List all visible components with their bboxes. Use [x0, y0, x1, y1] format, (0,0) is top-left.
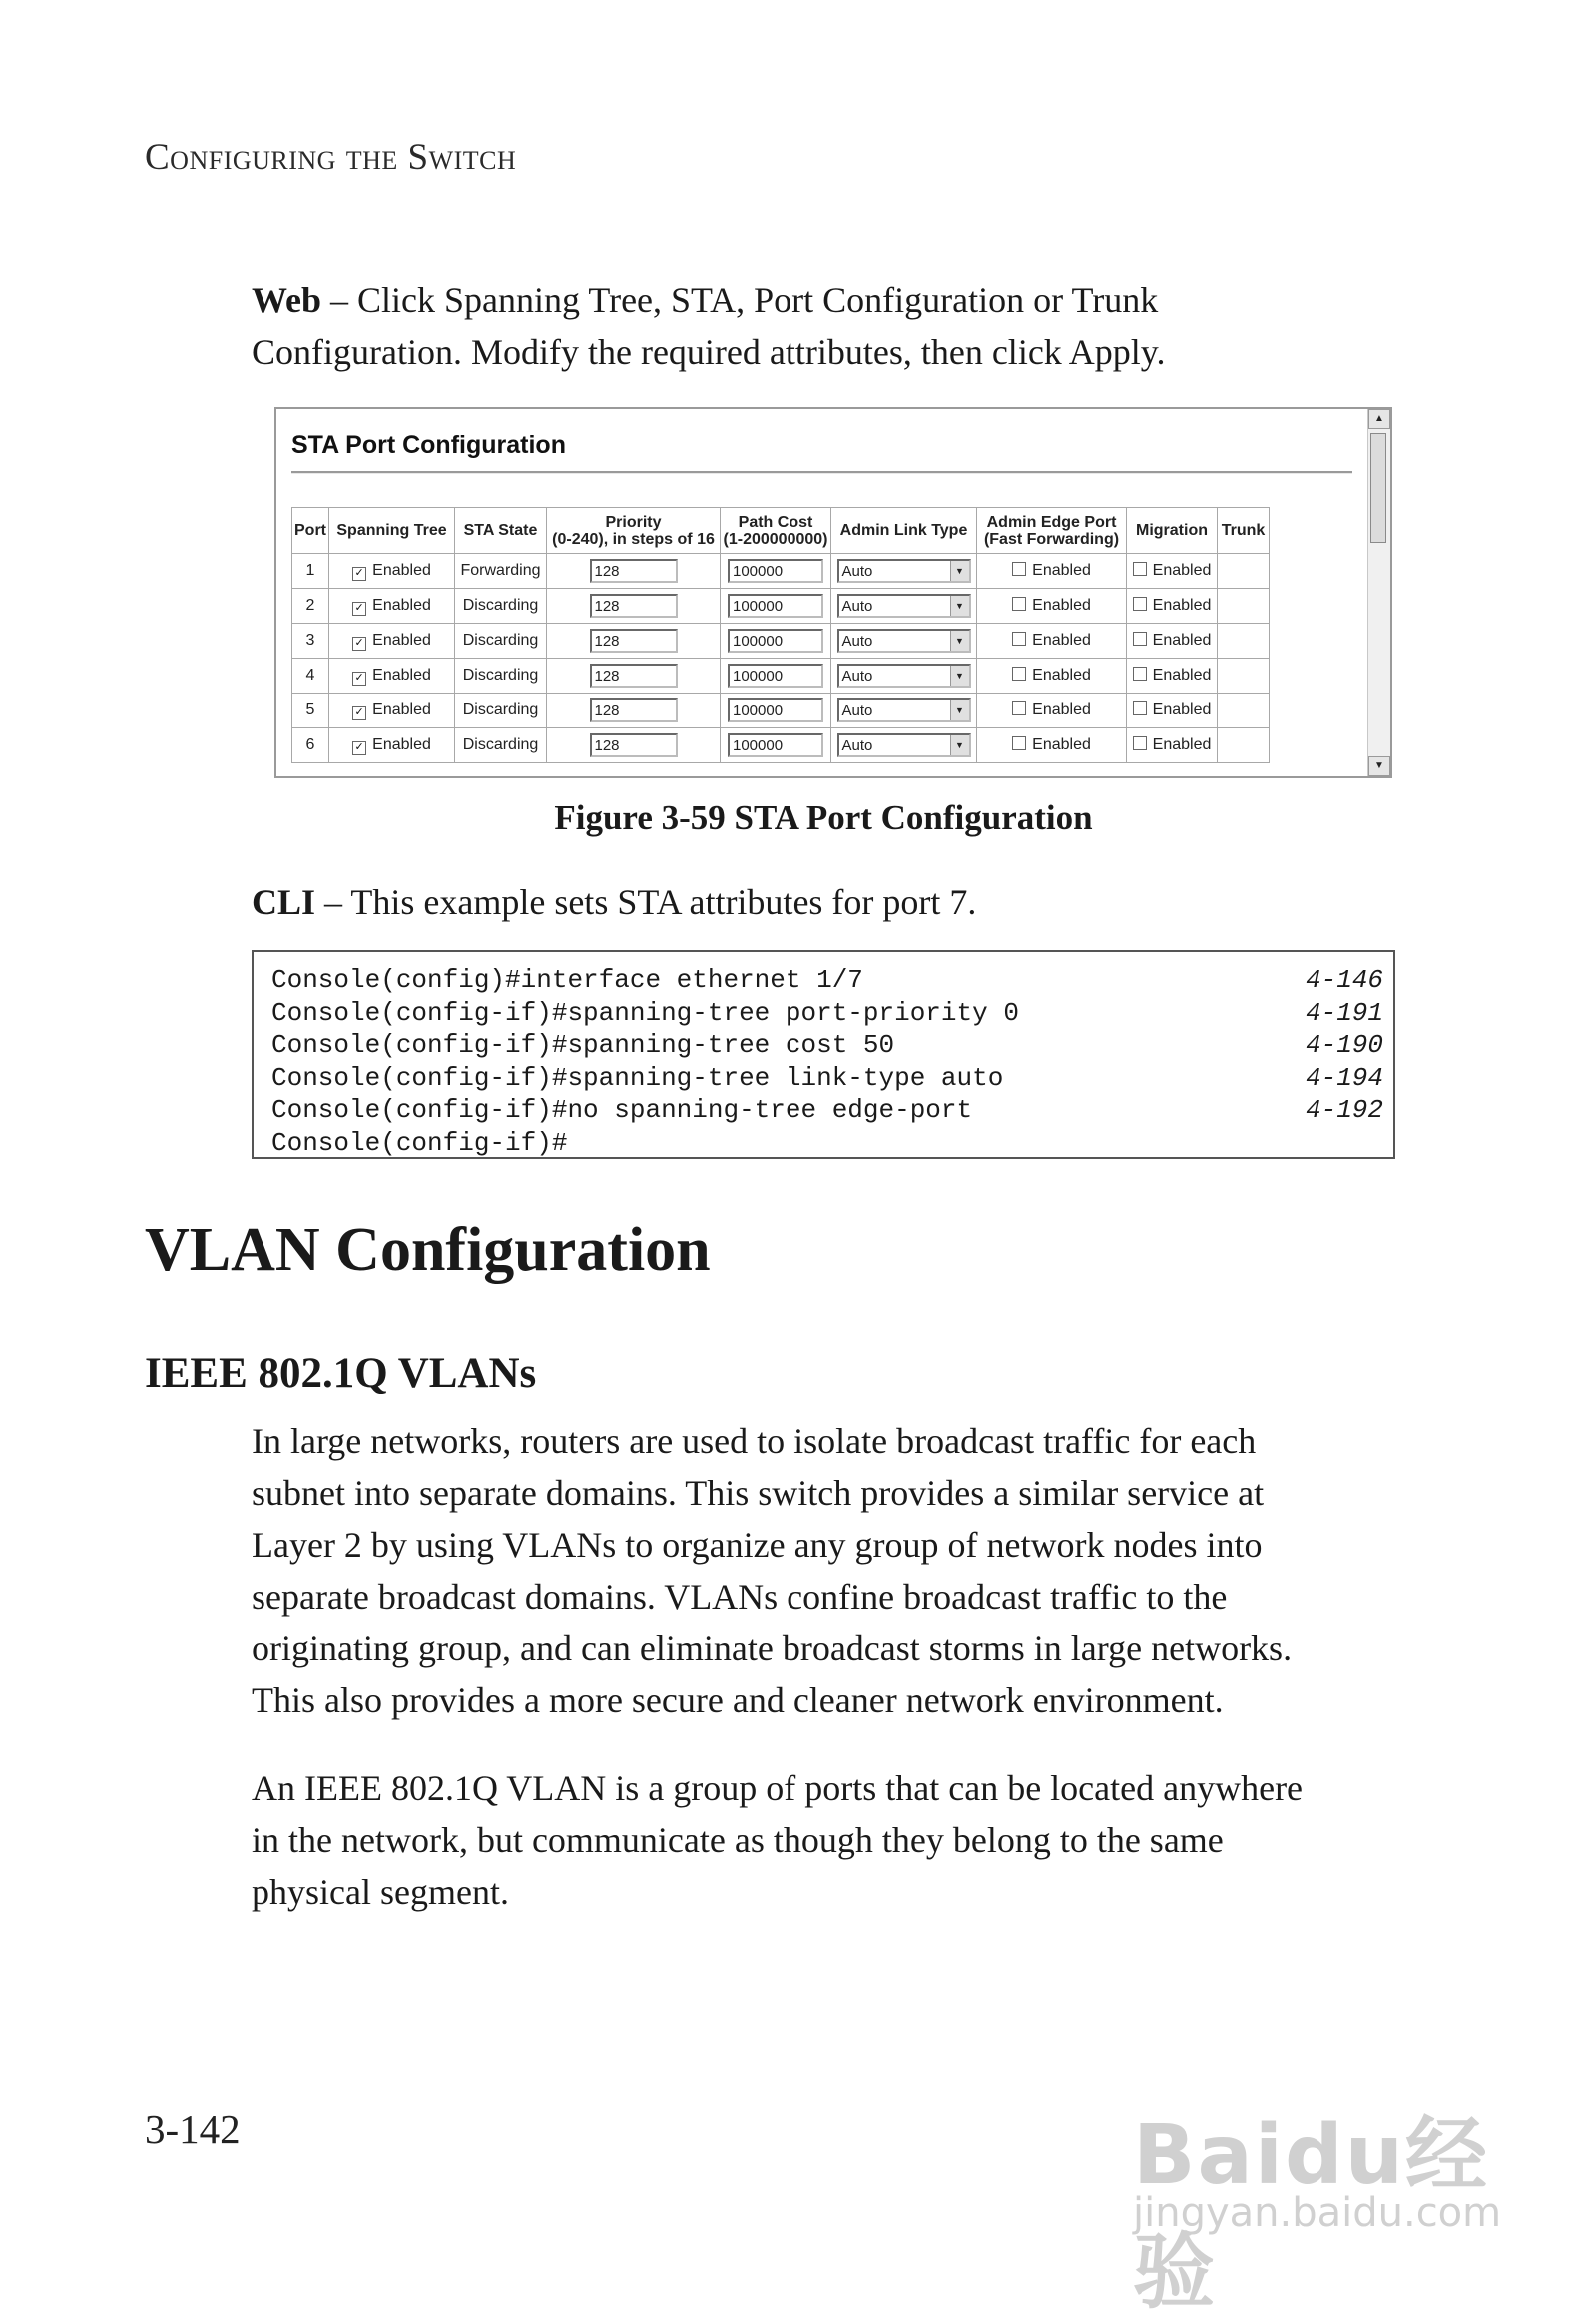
running-header: Configuring the Switch: [145, 137, 517, 178]
sta-port-table: [291, 507, 1270, 763]
edge-port-cell[interactable]: [977, 589, 1127, 624]
watermark-logo: Baidu经验: [1133, 2108, 1490, 2320]
paragraph-line: separate broadcast domains. VLANs confine broadcast traffic to the: [252, 1577, 1228, 1617]
path-cost-cell: [721, 589, 831, 624]
checkbox-unchecked-icon[interactable]: [1012, 736, 1026, 750]
link-type-cell: [831, 624, 977, 659]
cli-page-reference: 4-146: [1305, 965, 1383, 995]
migration-cell[interactable]: [1127, 589, 1218, 624]
spanning-tree-label: Enabled: [372, 631, 431, 649]
cli-page-reference: 4-194: [1305, 1062, 1383, 1093]
cli-command-line: Console(config-if)#spanning-tree port-priority 0: [271, 997, 1019, 1028]
link-type-value: Auto: [841, 737, 873, 754]
chevron-down-icon[interactable]: ▼: [950, 735, 969, 755]
paragraph-line: originating group, and can eliminate broadcast storms in large networks.: [252, 1628, 1293, 1668]
link-type-value: Auto: [841, 668, 873, 685]
sta-state-cell: Discarding: [455, 659, 547, 694]
priority-input[interactable]: 128: [590, 698, 678, 722]
trunk-cell: [1218, 554, 1270, 589]
migration-label: Enabled: [1152, 597, 1212, 614]
checkbox-unchecked-icon[interactable]: [1012, 701, 1026, 715]
link-type-cell: [831, 554, 977, 589]
port-cell: 3: [292, 624, 329, 659]
cli-command-line: Console(config)#interface ethernet 1/7: [271, 965, 863, 995]
chevron-down-icon[interactable]: ▼: [950, 631, 969, 651]
checkbox-unchecked-icon[interactable]: [1133, 667, 1147, 681]
cli-command-line: Console(config-if)#no spanning-tree edge-port: [271, 1095, 973, 1125]
col-admin-edge-port: [977, 508, 1127, 554]
link-type-cell: [831, 659, 977, 694]
subsection-title: IEEE 802.1Q VLANs: [145, 1350, 537, 1397]
table-row: [292, 554, 1270, 589]
col-path-cost-title: Path Cost: [738, 513, 813, 531]
link-type-cell: [831, 589, 977, 624]
paragraph-line: An IEEE 802.1Q VLAN is a group of ports that can be located anywhere: [252, 1768, 1304, 1808]
port-cell: 2: [292, 589, 329, 624]
priority-input[interactable]: 128: [590, 733, 678, 757]
checkbox-unchecked-icon[interactable]: [1133, 562, 1147, 576]
spanning-tree-cell[interactable]: [329, 659, 455, 694]
checkbox-unchecked-icon[interactable]: [1012, 597, 1026, 611]
checkbox-checked-icon[interactable]: ✓: [352, 567, 366, 581]
paragraph-line: subnet into separate domains. This switch provides a similar service at: [252, 1473, 1265, 1513]
sta-state-cell: Discarding: [455, 624, 547, 659]
priority-cell: [547, 589, 721, 624]
col-spanning-tree: Spanning Tree: [329, 508, 455, 554]
priority-input[interactable]: 128: [590, 559, 678, 583]
migration-label: Enabled: [1152, 667, 1212, 684]
sta-state-cell: Discarding: [455, 728, 547, 763]
chevron-down-icon[interactable]: ▼: [950, 561, 969, 581]
body-paragraph-1: [252, 1415, 1399, 1726]
paragraph-line: This also provides a more secure and cleaner network environment.: [252, 1680, 1224, 1720]
col-migration: Migration: [1127, 508, 1218, 554]
figure-caption: Figure 3-59 STA Port Configuration: [554, 798, 1093, 837]
port-cell: 6: [292, 728, 329, 763]
chevron-down-icon[interactable]: ▼: [950, 596, 969, 616]
scroll-thumb[interactable]: [1370, 433, 1386, 543]
link-type-cell: [831, 728, 977, 763]
path-cost-cell: [721, 554, 831, 589]
table-row: [292, 659, 1270, 694]
spanning-tree-label: Enabled: [372, 596, 431, 614]
spanning-tree-cell[interactable]: [329, 728, 455, 763]
path-cost-input[interactable]: 100000: [728, 629, 823, 653]
link-type-select[interactable]: [837, 733, 971, 757]
trunk-cell: [1218, 589, 1270, 624]
cli-page-reference: 4-190: [1305, 1030, 1383, 1060]
spanning-tree-cell[interactable]: [329, 624, 455, 659]
migration-cell[interactable]: [1127, 659, 1218, 694]
port-cell: 1: [292, 554, 329, 589]
priority-cell: [547, 624, 721, 659]
panel-title-divider: [291, 471, 1352, 474]
edge-port-cell[interactable]: [977, 554, 1127, 589]
link-type-select[interactable]: [837, 594, 971, 618]
cli-command-line: Console(config-if)#spanning-tree link-type auto: [271, 1062, 1004, 1093]
checkbox-unchecked-icon[interactable]: [1133, 632, 1147, 646]
section-title: VLAN Configuration: [145, 1216, 711, 1284]
col-admin-edge-title: Admin Edge Port: [986, 513, 1117, 531]
spanning-tree-cell[interactable]: [329, 694, 455, 728]
link-type-select[interactable]: [837, 664, 971, 688]
link-type-value: Auto: [841, 702, 873, 719]
panel-title: STA Port Configuration: [291, 431, 566, 459]
cli-command-line: Console(config-if)#: [271, 1127, 568, 1158]
cli-code-block: [252, 950, 1395, 1159]
web-label: Web: [252, 280, 322, 320]
cli-page-reference: 4-191: [1305, 997, 1383, 1028]
link-type-select[interactable]: [837, 629, 971, 653]
col-priority: [547, 508, 721, 554]
migration-cell[interactable]: [1127, 728, 1218, 763]
edge-port-cell[interactable]: [977, 694, 1127, 728]
trunk-cell: [1218, 694, 1270, 728]
col-sta-state: STA State: [455, 508, 547, 554]
chevron-down-icon[interactable]: ▼: [950, 700, 969, 720]
table-header-row: [292, 508, 1270, 554]
migration-cell[interactable]: [1127, 554, 1218, 589]
edge-port-label: Enabled: [1032, 667, 1091, 684]
cli-command-line: Console(config-if)#spanning-tree cost 50: [271, 1030, 895, 1060]
path-cost-input[interactable]: 100000: [728, 733, 823, 757]
web-instruction: [252, 274, 1399, 378]
checkbox-checked-icon[interactable]: ✓: [352, 741, 366, 755]
col-admin-link-type: Admin Link Type: [831, 508, 977, 554]
col-path-cost-range: (1-200000000): [723, 530, 828, 548]
edge-port-label: Enabled: [1032, 597, 1091, 614]
migration-label: Enabled: [1152, 736, 1212, 753]
spanning-tree-label: Enabled: [372, 666, 431, 684]
trunk-cell: [1218, 728, 1270, 763]
web-text-line1: – Click Spanning Tree, STA, Port Configuration or Trunk: [321, 280, 1159, 320]
sta-state-cell: Discarding: [455, 694, 547, 728]
link-type-value: Auto: [841, 598, 873, 615]
trunk-cell: [1218, 659, 1270, 694]
checkbox-unchecked-icon[interactable]: [1133, 597, 1147, 611]
cli-text: – This example sets STA attributes for port 7.: [315, 882, 977, 922]
edge-port-cell[interactable]: [977, 659, 1127, 694]
edge-port-label: Enabled: [1032, 701, 1091, 718]
checkbox-unchecked-icon[interactable]: [1012, 562, 1026, 576]
col-port: Port: [292, 508, 329, 554]
col-trunk: Trunk: [1218, 508, 1270, 554]
checkbox-unchecked-icon[interactable]: [1012, 667, 1026, 681]
baidu-watermark: [1113, 2071, 1502, 2320]
edge-port-cell[interactable]: [977, 728, 1127, 763]
edge-port-label: Enabled: [1032, 736, 1091, 753]
table-row: [292, 589, 1270, 624]
path-cost-cell: [721, 624, 831, 659]
vertical-scrollbar[interactable]: [1367, 409, 1390, 776]
scroll-up-arrow-icon[interactable]: ▲: [1368, 409, 1390, 429]
link-type-value: Auto: [841, 633, 873, 650]
link-type-select[interactable]: [837, 698, 971, 722]
spanning-tree-label: Enabled: [372, 700, 431, 718]
sta-state-cell: Discarding: [455, 589, 547, 624]
edge-port-cell[interactable]: [977, 624, 1127, 659]
path-cost-cell: [721, 694, 831, 728]
sta-state-cell: Forwarding: [455, 554, 547, 589]
paragraph-line: In large networks, routers are used to isolate broadcast traffic for each: [252, 1421, 1257, 1461]
cli-page-reference: 4-192: [1305, 1095, 1383, 1125]
spanning-tree-cell[interactable]: [329, 554, 455, 589]
port-cell: 4: [292, 659, 329, 694]
checkbox-checked-icon[interactable]: ✓: [352, 672, 366, 686]
migration-cell[interactable]: [1127, 624, 1218, 659]
priority-cell: [547, 728, 721, 763]
table-row: [292, 728, 1270, 763]
body-paragraph-2: [252, 1762, 1399, 1918]
link-type-cell: [831, 694, 977, 728]
paragraph-line: in the network, but communicate as though they belong to the same: [252, 1820, 1224, 1860]
checkbox-unchecked-icon[interactable]: [1133, 736, 1147, 750]
sta-port-configuration-screenshot: [274, 407, 1392, 778]
migration-cell[interactable]: [1127, 694, 1218, 728]
port-cell: 5: [292, 694, 329, 728]
col-admin-edge-sub: (Fast Forwarding): [983, 530, 1120, 548]
cli-label: CLI: [252, 882, 316, 922]
trunk-cell: [1218, 624, 1270, 659]
priority-input[interactable]: 128: [590, 594, 678, 618]
spanning-tree-cell[interactable]: [329, 589, 455, 624]
path-cost-cell: [721, 728, 831, 763]
priority-input[interactable]: 128: [590, 629, 678, 653]
checkbox-unchecked-icon[interactable]: [1133, 701, 1147, 715]
priority-input[interactable]: 128: [590, 664, 678, 688]
priority-cell: [547, 694, 721, 728]
table-row: [292, 624, 1270, 659]
web-text-line2: Configuration. Modify the required attributes, then click Apply.: [252, 332, 1166, 372]
link-type-value: Auto: [841, 563, 873, 580]
paragraph-line: physical segment.: [252, 1872, 509, 1912]
migration-label: Enabled: [1152, 632, 1212, 649]
checkbox-unchecked-icon[interactable]: [1012, 632, 1026, 646]
watermark-url: jingyan.baidu.com: [1133, 2190, 1502, 2236]
table-row: [292, 694, 1270, 728]
col-priority-range: (0-240), in steps of 16: [552, 530, 715, 548]
path-cost-cell: [721, 659, 831, 694]
priority-cell: [547, 659, 721, 694]
col-path-cost: [721, 508, 831, 554]
spanning-tree-label: Enabled: [372, 735, 431, 753]
paragraph-line: Layer 2 by using VLANs to organize any group of network nodes into: [252, 1525, 1263, 1565]
path-cost-input[interactable]: 100000: [728, 698, 823, 722]
spanning-tree-label: Enabled: [372, 561, 431, 579]
page-number: 3-142: [145, 2106, 241, 2152]
checkbox-checked-icon[interactable]: ✓: [352, 602, 366, 616]
path-cost-input[interactable]: 100000: [728, 559, 823, 583]
path-cost-input[interactable]: 100000: [728, 664, 823, 688]
chevron-down-icon[interactable]: ▼: [950, 666, 969, 686]
col-priority-title: Priority: [605, 513, 662, 531]
scroll-down-arrow-icon[interactable]: ▼: [1368, 756, 1390, 776]
priority-cell: [547, 554, 721, 589]
edge-port-label: Enabled: [1032, 632, 1091, 649]
path-cost-input[interactable]: 100000: [728, 594, 823, 618]
checkbox-checked-icon[interactable]: ✓: [352, 706, 366, 720]
link-type-select[interactable]: [837, 559, 971, 583]
migration-label: Enabled: [1152, 701, 1212, 718]
cli-instruction: [252, 876, 1399, 928]
edge-port-label: Enabled: [1032, 562, 1091, 579]
checkbox-checked-icon[interactable]: ✓: [352, 637, 366, 651]
migration-label: Enabled: [1152, 562, 1212, 579]
